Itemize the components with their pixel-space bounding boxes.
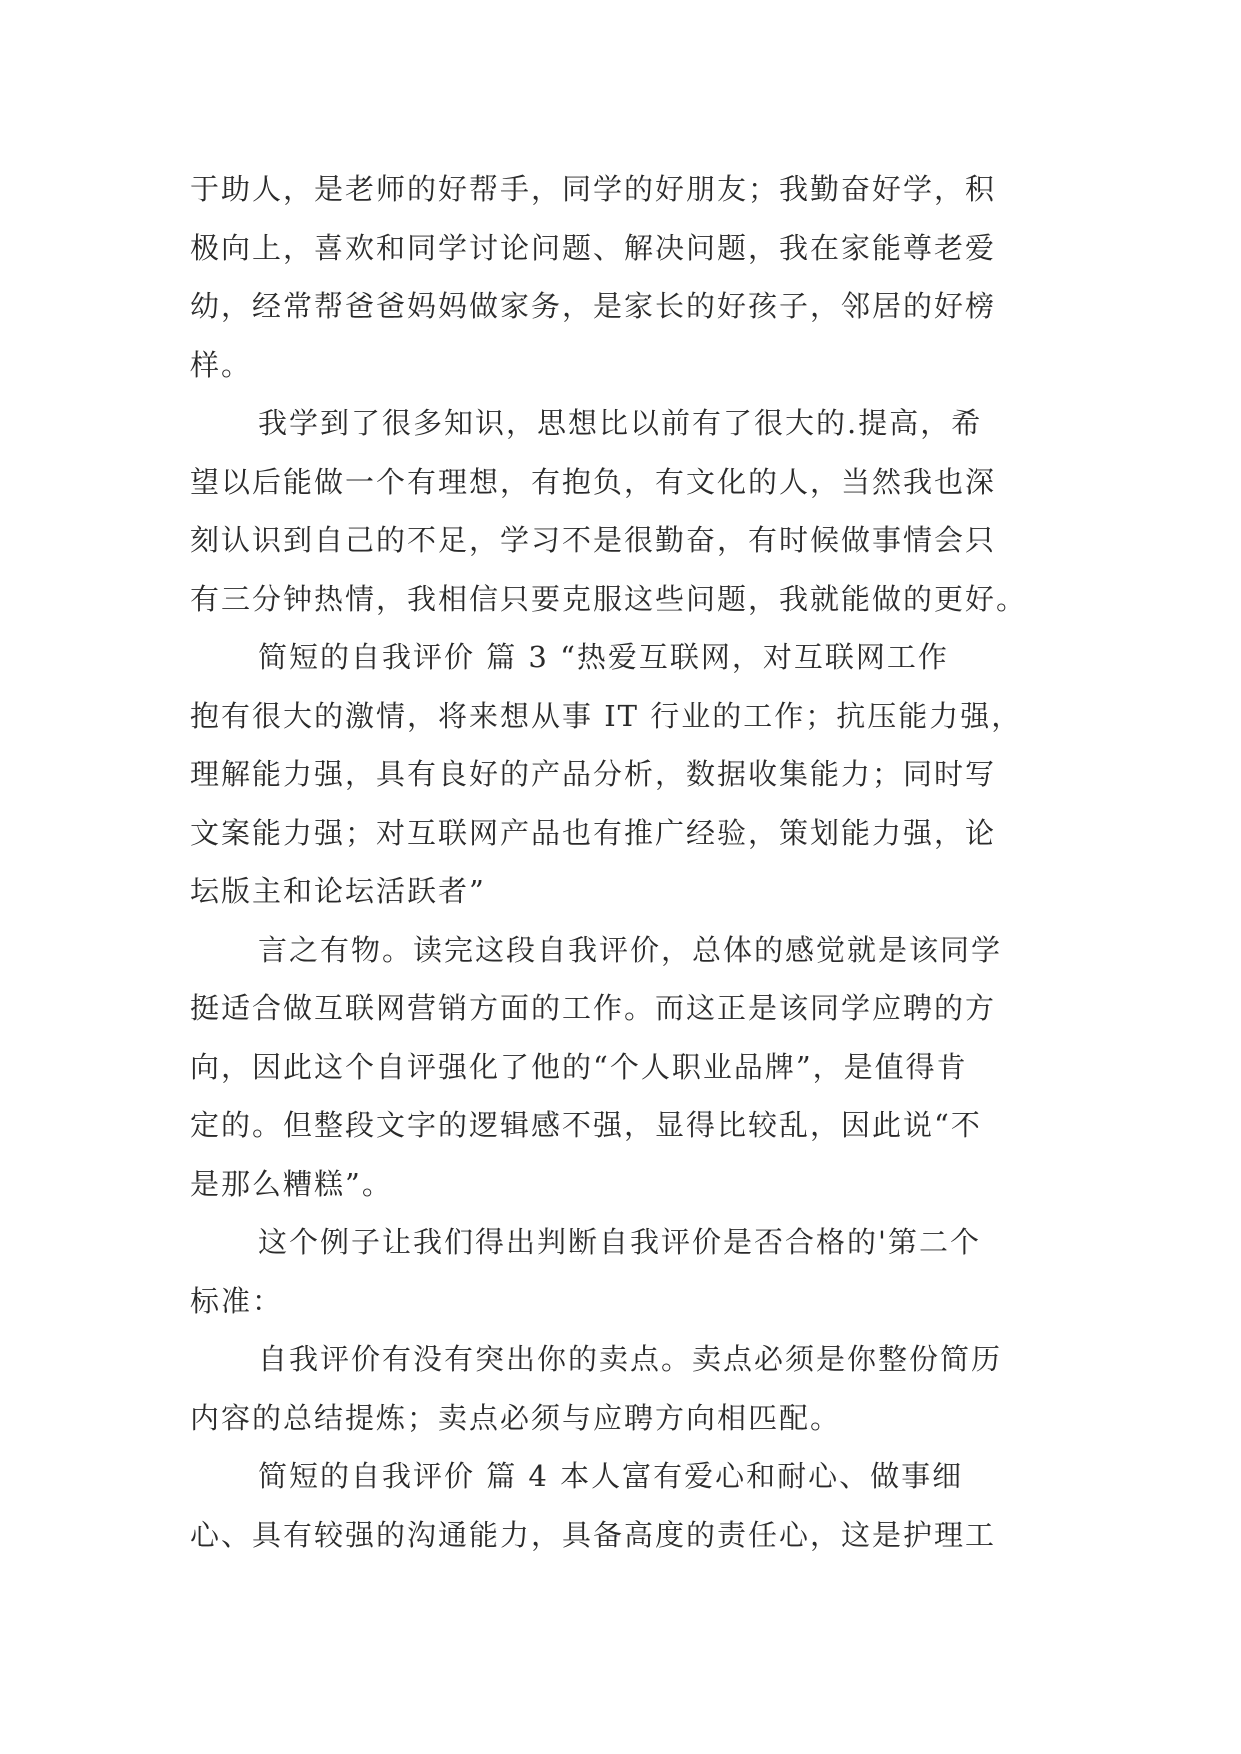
text-line: 向，因此这个自评强化了他的“个人职业品牌”，是值得肯 [190,1049,968,1084]
text-line: 心、具有较强的沟通能力，具备高度的责任心，这是护理工 [190,1517,997,1552]
text-line: 挺适合做互联网营销方面的工作。而这正是该同学应聘的方 [190,991,997,1025]
text-line: 这个例子让我们得出判断自我评价是否合格的'第二个 [258,1225,981,1259]
section-heading-line: 简短的自我评价 篇 3 “热爱互联网，对互联网工作 [258,640,949,674]
text-line: 理解能力强，具有良好的产品分析，数据收集能力；同时写 [190,757,997,791]
text-line: 是那么糟糕”。 [190,1166,393,1201]
text-line: 定的。但整段文字的逻辑感不强，显得比较乱，因此说“不 [190,1108,982,1142]
text-line: 幼，经常帮爸爸妈妈做家务，是家长的好孩子，邻居的好榜 [190,289,997,323]
text-line: 坛版主和论坛活跃者” [190,874,486,908]
text-line: 文案能力强；对互联网产品也有推广经验，策划能力强，论 [190,815,997,850]
text-line: 自我评价有没有突出你的卖点。卖点必须是你整份简历 [258,1342,1003,1376]
section-heading-line: 简短的自我评价 篇 4 本人富有爱心和耐心、做事细 [258,1459,964,1493]
text-line: 标准： [190,1283,284,1318]
text-line: 我学到了很多知识，思想比以前有了很大的.提高，希 [258,406,983,440]
text-line: 刻认识到自己的不足，学习不是很勤奋，有时候做事情会只 [190,523,997,557]
text-line: 于助人，是老师的好帮手，同学的好朋友；我勤奋好学，积 [190,172,997,206]
text-line: 极向上，喜欢和同学讨论问题、解决问题，我在家能尊老爱 [190,230,997,265]
text-line: 望以后能做一个有理想，有抱负，有文化的人，当然我也深 [190,464,997,499]
document-body [190,160,1090,1564]
text-line: 样。 [190,347,253,382]
text-line: 抱有很大的激情，将来想从事 IT 行业的工作；抗压能力强， [190,698,1023,733]
text-line: 内容的总结提炼；卖点必须与应聘方向相匹配。 [190,1400,842,1435]
text-line: 言之有物。读完这段自我评价，总体的感觉就是该同学 [258,932,1003,967]
text-line: 有三分钟热情，我相信只要克服这些问题，我就能做的更好。 [190,581,1028,616]
